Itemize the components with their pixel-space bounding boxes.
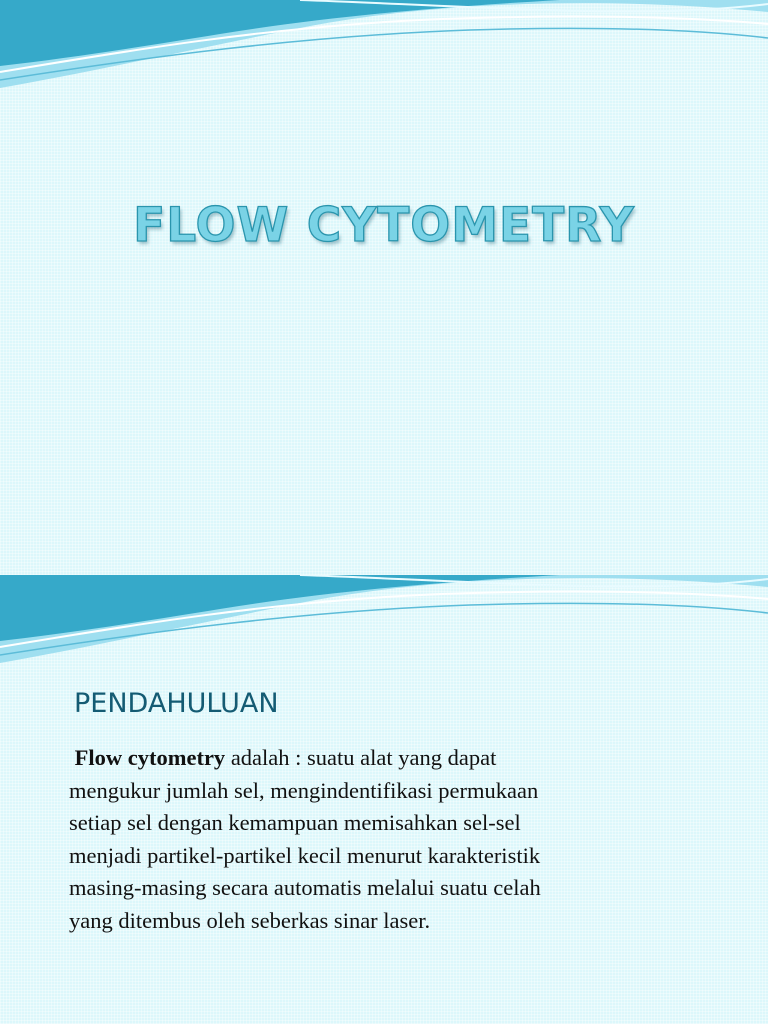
term-bold: Flow cytometry (74, 745, 226, 770)
body-text: adalah : suatu alat yang dapat (225, 745, 497, 770)
slide-title: FLOW CYTOMETRY (133, 198, 635, 253)
body-line-2: mengukur jumlah sel, mengindentifikasi permukaan (69, 777, 539, 803)
body-line-3: setiap sel dengan kemampuan memisahkan sel-sel (69, 810, 521, 835)
body-line-4: menjadi partikel-partikel kecil menurut karakteristik (69, 842, 541, 868)
content-slide (0, 575, 768, 1024)
wave-decoration (0, 0, 768, 95)
body-line-5: masing-masing secara automatis melalui suatu celah (69, 875, 541, 900)
wave-decoration (0, 575, 768, 670)
body-paragraph (69, 742, 749, 937)
body-line-1 (69, 742, 749, 775)
section-heading: PENDAHULUAN (74, 688, 279, 719)
body-line-6: yang ditembus oleh seberkas sinar laser. (69, 907, 431, 933)
